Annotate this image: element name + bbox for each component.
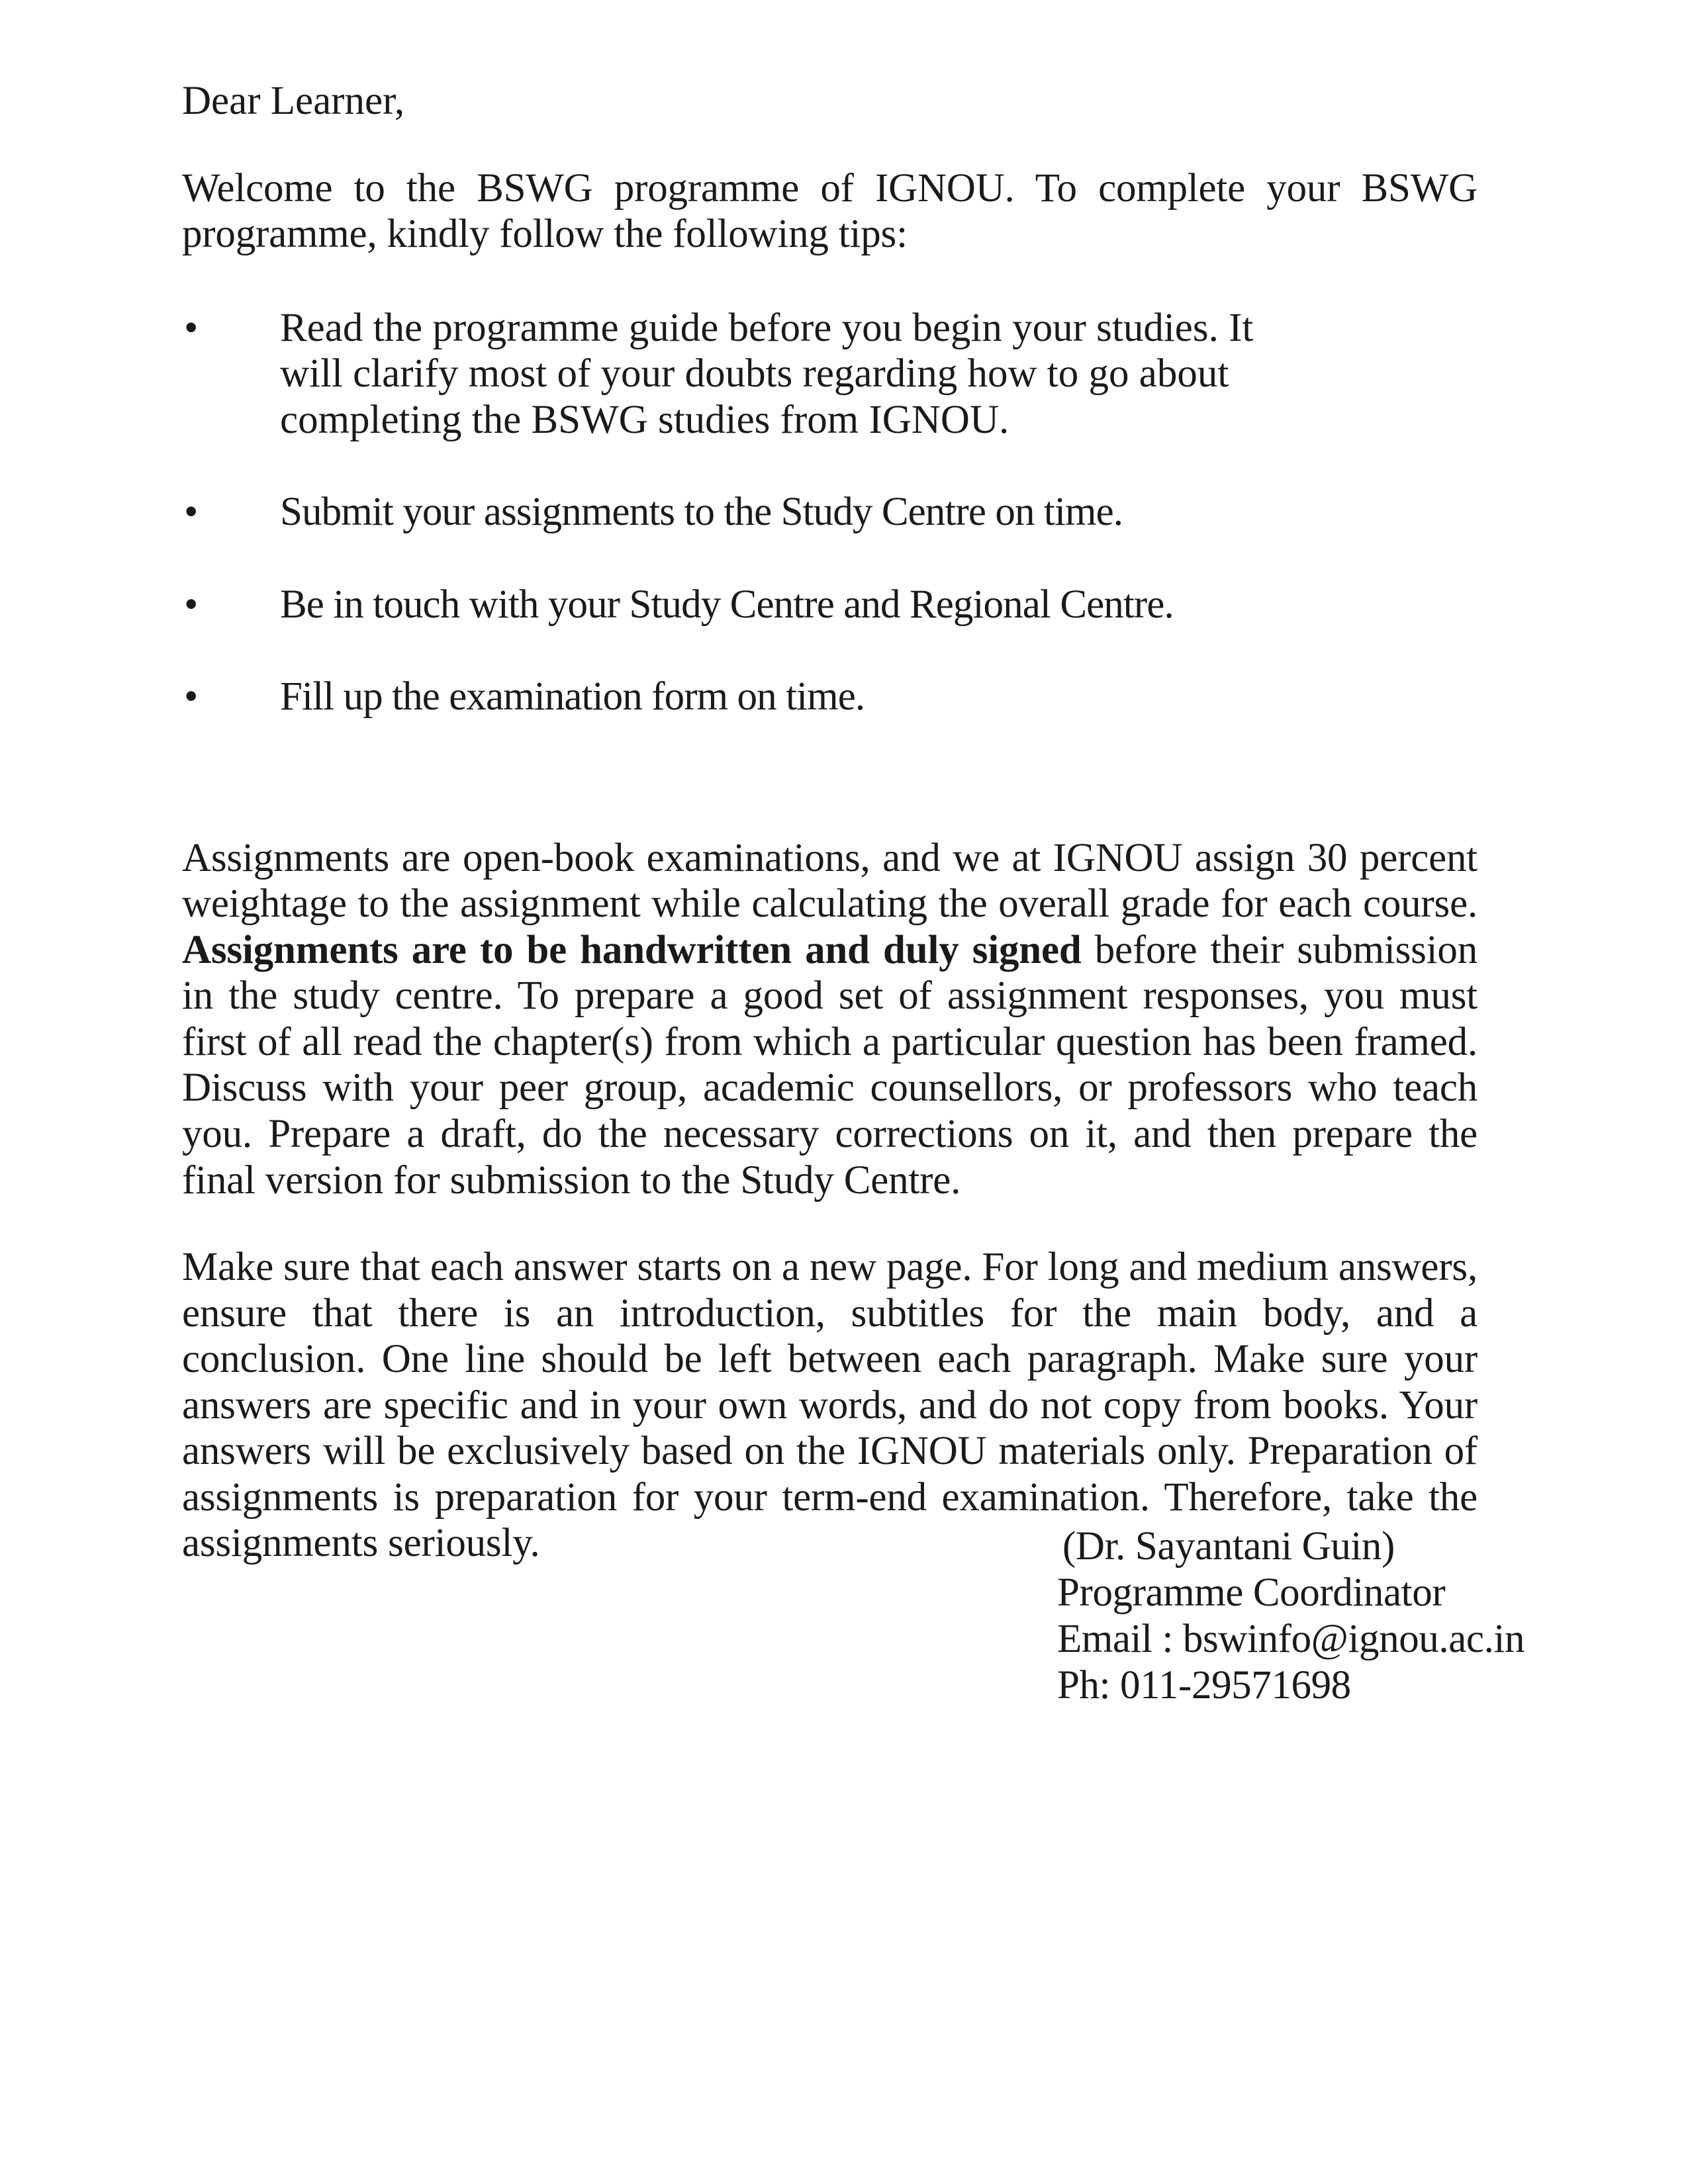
intro-paragraph: Welcome to the BSWG programme of IGNOU. To complete your BSWG programme, kindly follow the following tips:: [182, 165, 1477, 257]
bullet-icon: •: [184, 674, 199, 719]
list-item-text: Fill up the examination form on time.: [280, 674, 865, 719]
signatory-email: Email : bswinfo@ignou.ac.in: [1057, 1616, 1525, 1661]
spacer: [182, 257, 1477, 305]
assignments-part2: before their submission in the study centre. To prepare a good set of assignment responses, you must first of all read the chapter(s) from which a particular question has been framed. Discuss with your peer group, academic counsellors, or professors who teach you. Prepare a draft, do the necessary corrections on it, and then prepare the final version for submission to the Study Centre.: [182, 927, 1477, 1203]
spacer: [182, 124, 1477, 165]
bullet-icon: •: [184, 490, 199, 535]
salutation-line: Dear Learner,: [182, 79, 405, 123]
list-item: [182, 582, 1286, 628]
assignments-part1: Assignments are open-book examinations, and we at IGNOU assign 30 percent weightage to the assignment while calculating the overall grade for each course.: [182, 835, 1477, 927]
bullet-icon: •: [184, 582, 199, 627]
tips-list: [182, 305, 1477, 720]
list-item-text: Be in touch with your Study Centre and Regional Centre.: [280, 582, 1174, 627]
answers-paragraph: Make sure that each answer starts on a new page. For long and medium answers, ensure that there is an introduction, subtitles for the main body, and a conclusion. One line should be left between each paragraph. Make sure your answers are specific and in your own words, and do not copy from books. Your answers will be exclusively based on the IGNOU materials only. Preparation of assignments is preparation for your term-end examination. Therefore, take the assignments seriously.: [182, 1245, 1477, 1566]
list-item: [182, 674, 1286, 720]
list-item-text: Read the programme guide before you begin your studies. It will clarify most of your doubts regarding how to go about completing the BSWG studies from IGNOU.: [280, 305, 1254, 442]
list-item: [182, 489, 1286, 535]
list-item-text: Submit your assignments to the Study Centre on time.: [280, 490, 1123, 535]
signatory-designation: Programme Coordinator: [1057, 1570, 1446, 1615]
assignments-emphasis: Assignments are to be handwritten and duly signed: [182, 927, 1082, 972]
bullet-icon: •: [184, 305, 199, 350]
list-item: [182, 305, 1286, 443]
signature-block: [1057, 1524, 1560, 1708]
spacer: [182, 1203, 1477, 1244]
signatory-phone: Ph: 011-29571698: [1057, 1662, 1351, 1707]
letter-body: [182, 78, 1477, 1567]
signatory-name: (Dr. Sayantani Guin): [1062, 1524, 1395, 1569]
assignments-paragraph: [182, 835, 1477, 1203]
spacer: [182, 720, 1477, 835]
